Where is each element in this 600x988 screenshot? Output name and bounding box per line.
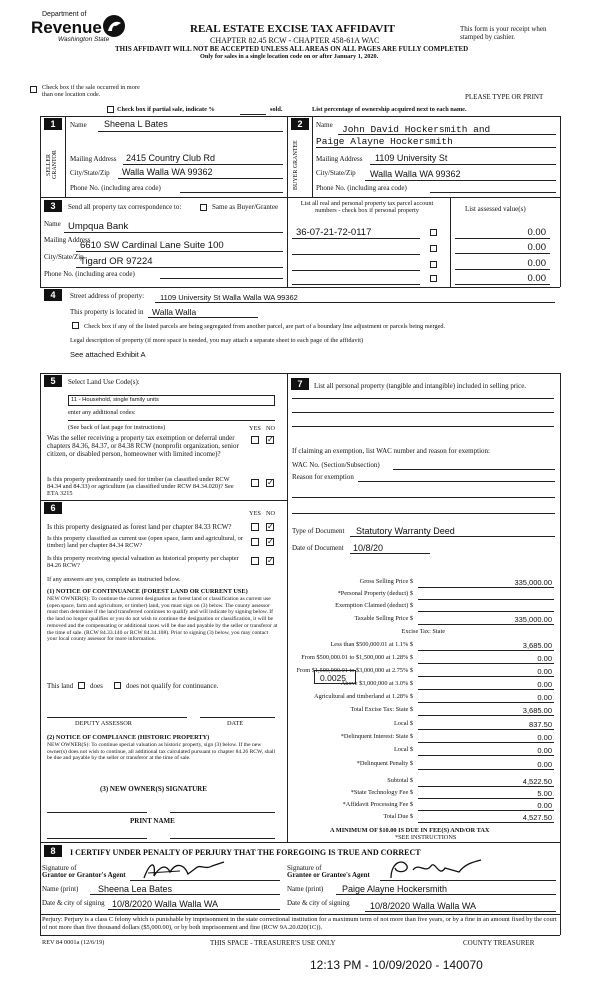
sec5-q2-yes-checkbox[interactable] (251, 479, 259, 487)
print-name-label: PRINT NAME (130, 817, 175, 825)
tax-row-line (418, 769, 554, 770)
additional-codes-label: enter any additional codes: (68, 409, 136, 416)
section-4-number: 4 (44, 289, 62, 301)
land-use-value: 11 - Household, single family units (71, 397, 159, 403)
parcels-header: List all real and personal property tax parcel account numbers - check box if personal property (300, 200, 434, 215)
name-right-label: Name (print) (287, 885, 324, 893)
tax-row-line (418, 650, 554, 651)
does-checkbox[interactable] (78, 682, 85, 689)
tax-row-value[interactable]: 837.50 (529, 720, 552, 729)
street-address[interactable]: 1109 University St Walla Walla WA 99362 (160, 293, 298, 302)
tax-row-value[interactable]: 0.00 (537, 654, 552, 663)
sec6-no-label: NO (266, 510, 276, 517)
segregated-label: Check box if any of the listed parcels are being segregated from another parcel, are part of a boundary line adjustment or parcels being merged. (84, 323, 446, 330)
sec3-name[interactable]: Umpqua Bank (68, 221, 129, 232)
parcel-1[interactable]: 36-07-21-72-0117 (296, 227, 372, 238)
grantee-signature[interactable] (385, 856, 485, 882)
section-3-number: 3 (44, 200, 62, 212)
tax-row-value[interactable]: 0.00 (537, 733, 552, 742)
tax-row-line (418, 729, 554, 730)
doc-date-value[interactable]: 10/8/20 (353, 543, 384, 553)
tax-row-value[interactable]: 4,527.50 (522, 813, 552, 822)
buyer-phone-label: Phone No. (including area code) (316, 184, 407, 192)
form-subtitle: CHAPTER 82.45 RCW - CHAPTER 458-61A WAC (210, 36, 380, 45)
sec6-q1-no-checkbox[interactable]: ✓ (267, 522, 274, 531)
sec5-q1-no-checkbox[interactable]: ✓ (267, 435, 274, 444)
sig-right-label2: Grantee or Grantee's Agent (287, 871, 370, 879)
tax-row-value[interactable]: 3,685.00 (522, 706, 552, 715)
dept-line3: Washington State (58, 36, 110, 43)
name-left[interactable]: Sheena Lea Bates (98, 884, 173, 894)
notice1-title: (1) NOTICE OF CONTINUANCE (FOREST LAND OR CURRENT USE) (47, 588, 248, 595)
personal-property-label: List all personal property (tangible and intangible) included in selling price. (314, 382, 527, 390)
sec6-q3: Is this property receiving special valuation as historical property per chapter 84.26 RCW? (47, 555, 239, 570)
tax-row-line (418, 798, 554, 799)
date-left-label: Date & city of signing (42, 899, 105, 907)
seller-name[interactable]: Sheena L Bates (104, 119, 168, 129)
tax-row-line (418, 624, 554, 625)
street-label: Street address of property: (70, 292, 145, 300)
sec6-q2: Is this property classified as current use (open space, farm and agricultural, or timber) land per chapter 84.34 RCW? (47, 535, 243, 550)
legal-label: Legal description of property (if more space is needed, you may attach a separate sheet to each page of the affidavit) (70, 337, 364, 344)
tax-row-value[interactable]: 0.00 (537, 760, 552, 769)
deputy-date-label: DATE (227, 720, 244, 727)
located-label: This property is located in (70, 308, 144, 316)
assessed-header: List assessed value(s) (465, 205, 526, 213)
sec5-yes-label: YES (249, 425, 261, 432)
form-title: REAL ESTATE EXCISE TAX AFFIDAVIT (190, 23, 395, 35)
located-value[interactable]: Walla Walla (152, 307, 197, 317)
sec5-q1-yes-checkbox[interactable] (251, 436, 259, 444)
tax-row-line (418, 587, 554, 588)
sig-left-label2: Grantor or Grantor's Agent (42, 871, 126, 879)
buyer-city[interactable]: Walla Walla WA 99362 (370, 169, 461, 179)
exemption-label: If claiming an exemption, list WAC number and reason for exemption: (292, 447, 490, 455)
tax-row-line (418, 822, 554, 823)
grantor-signature[interactable] (140, 858, 230, 882)
county-treasurer: COUNTY TREASURER (463, 939, 535, 947)
tax-row-line (418, 702, 554, 703)
does-not-checkbox[interactable] (114, 682, 121, 689)
buyer-city-label: City/State/Zip (316, 169, 356, 177)
tax-row-line (418, 663, 554, 664)
reason-label: Reason for exemption (292, 473, 354, 481)
date-right-label: Date & city of signing (287, 899, 350, 907)
sig-right-label1: Signature of (287, 864, 322, 872)
minimum-note: A MINIMUM OF $10.00 IS DUE IN FEE(S) AND/OR TAX (330, 827, 490, 834)
sec6-if-yes: If any answers are yes, complete as instructed below. (47, 576, 181, 583)
segregated-checkbox[interactable] (72, 322, 79, 329)
tax-row-label: From $1,500,000.01 to $3,000,000 at 2.75% $ (296, 667, 413, 674)
buyer-name-line2[interactable]: Paige Alayne Hockersmith (316, 136, 453, 147)
buyer-address[interactable]: 1109 University St (375, 153, 448, 163)
sec3-phone-label: Phone No. (including area code) (44, 270, 135, 278)
local-rate: 0.0025 (320, 673, 346, 683)
tax-row-value[interactable]: 0.00 (537, 801, 552, 810)
legal-description[interactable]: See attached Exhibit A (70, 350, 146, 359)
sec6-q2-yes-checkbox[interactable] (251, 538, 259, 546)
tax-row-label: Taxable Selling Price $ (354, 615, 413, 622)
buyer-address-label: Mailing Address (316, 155, 363, 163)
parcel-2-personal-checkbox[interactable] (430, 245, 437, 252)
buyer-name-line1[interactable]: John David Hockersmith and (342, 124, 491, 135)
tax-row-label: Local $ (393, 720, 413, 727)
same-as-buyer-label: Same as Buyer/Grantee (212, 203, 279, 211)
only-for-note: Only for sales in a single location code on or after January 1, 2020. (200, 53, 379, 60)
sec5-q2: Is this property predominantly used for timber (as classified under RCW 84.34 and 84.33) or agriculture (as classified under RCW 84.34.020)? See ETA 3215 (47, 476, 234, 498)
tax-row-label: *Affidavit Processing Fee $ (342, 801, 413, 808)
tax-row-line (418, 786, 554, 787)
receipt-note: This form is your receipt when stamped by cashier. (460, 25, 547, 42)
land-use-select[interactable] (68, 395, 275, 406)
please-type: PLEASE TYPE OR PRINT (465, 93, 544, 101)
tax-row-line (418, 755, 554, 756)
sec3-city-label: City/State/Zip (44, 253, 84, 261)
tax-row-label: Local $ (393, 746, 413, 753)
sec6-q1: Is this property designated as forest land per chapter 84.33 RCW? (47, 523, 232, 531)
tax-row-value[interactable]: 0.00 (537, 746, 552, 755)
seller-address[interactable]: 2415 Country Club Rd (126, 153, 216, 163)
tax-row-label: Above $3,000,000 at 3.0% $ (340, 680, 413, 687)
section-1-number: 1 (44, 118, 62, 130)
parcel-3-personal-checkbox[interactable] (430, 261, 437, 268)
tax-row-line (418, 742, 554, 743)
seller-name-label: Name (70, 121, 87, 129)
tax-row-label: Total Due $ (383, 813, 413, 820)
see-instructions-note: *SEE INSTRUCTIONS (395, 834, 457, 841)
tax-row-value[interactable]: 0.00 (537, 693, 552, 702)
sig-left-label1: Signature of (42, 864, 77, 872)
tax-row-label: *Delinquent Interest: State $ (340, 733, 413, 740)
form-warning: THIS AFFIDAVIT WILL NOT BE ACCEPTED UNLESS ALL AREAS ON ALL PAGES ARE FULLY COMPLETED (115, 45, 469, 53)
section-5-number: 5 (44, 375, 62, 387)
tax-row-label: *State Technology Fee $ (350, 789, 413, 796)
perjury-statement: Perjury: Perjury is a class C felony which is punishable by imprisonment in the state correctional institution for a maximum term of not more than five years, or by a fine in an amount fixed by the court of not more than five thousand dollars ($5,000.00), or by both imprisonment and fine (RCW 9A.20.020(1C)). (42, 916, 557, 931)
land-use-label: Select Land Use Code(s): (68, 378, 140, 386)
form-number: REV 84 0001a (12/6/19) (42, 939, 105, 946)
seller-phone-label: Phone No. (including area code) (70, 184, 161, 192)
sec5-q1: Was the seller receiving a property tax exemption or deferral under chapters 84.36, 84.37, or 84.38 RCW (nonprofit organization, senior citizen, or disabled person, homeowner with limited income)? (47, 434, 239, 459)
tax-row-line (418, 676, 554, 677)
section-7-number: 7 (291, 378, 309, 390)
date-left[interactable]: 10/8/2020 Walla Walla WA (112, 899, 219, 909)
notice1-body: NEW OWNER(S): To continue the current designation as forest land or classification as current use (open space, farm and agriculture, or timber) land, you must sign on (3) below. The county assessor must then determine if the land transferred continues to qualify and will indicate by signing below. If the land no longer qualifies or you do not wish to continue the designation or classification, it will be removed and the compensating or additional taxes will be due and payable by the seller or transferor at the time of sale. (RCW 84.33.140 or RCW 84.34.108). Prior to signing (3) below, you may contact your local county assessor for more information. (47, 596, 278, 643)
sec6-q1-yes-checkbox[interactable] (251, 523, 259, 531)
parcel-4-personal-checkbox[interactable] (430, 275, 437, 282)
tax-row-label: Agricultural and timberland at 1.28% $ (314, 693, 413, 700)
tax-row-label: From $500,000.01 to $1,500,000 at 1.28% $ (301, 654, 413, 661)
parcel-1-personal-checkbox[interactable] (430, 229, 437, 236)
tax-row-value[interactable]: 0.00 (537, 680, 552, 689)
seller-city-label: City/State/Zip (70, 169, 110, 177)
tax-row-label: *Delinquent Penalty $ (356, 760, 413, 767)
assessed-4[interactable]: 0.00 (527, 273, 546, 284)
sec5-q2-no-checkbox[interactable]: ✓ (267, 478, 274, 487)
same-as-buyer-checkbox[interactable] (200, 204, 207, 211)
tax-row-value[interactable]: 4,522.50 (522, 777, 552, 786)
tax-row-line (418, 599, 554, 600)
doc-type-label: Type of Document (292, 527, 345, 535)
tax-row-label: Less than $500,000.01 at 1.1% $ (330, 641, 413, 648)
seller-side-label: SELLER GRANTOR (46, 150, 58, 180)
notice2-body: NEW OWNER(S): To continue special valuation as historic property, sign (3) below. If the new owner(s) does not wish to continue, all additional tax calculated pursuant to chapter 84.26 RCW, shall be due and payable by the seller or transferor at the time of sale. (47, 742, 276, 762)
tax-row-value[interactable]: 3,685.00 (522, 641, 552, 650)
section-6-number: 6 (44, 502, 62, 514)
assessed-2[interactable]: 0.00 (527, 242, 546, 253)
assessed-1[interactable]: 0.00 (527, 227, 546, 238)
date-right[interactable]: 10/8/2020 Walla Walla WA (370, 901, 477, 911)
sec6-q3-yes-checkbox[interactable] (251, 557, 259, 565)
revenue-logo-icon (102, 14, 126, 38)
sec6-yes-label: YES (249, 510, 261, 517)
section-2-number: 2 (291, 118, 309, 130)
sec3-name-label: Name (44, 220, 61, 228)
multi-location-label: Check box if the sale occurred in more than one location code. (42, 84, 140, 99)
tax-row-value[interactable]: 335,000.00 (514, 578, 552, 587)
local-rate-box[interactable] (314, 670, 356, 684)
tax-row-value[interactable]: 5.00 (537, 789, 552, 798)
send-correspondence-label: Send all property tax correspondence to: (68, 203, 182, 211)
sec6-q3-no-checkbox[interactable]: ✓ (267, 556, 274, 565)
tax-row-line (418, 689, 554, 690)
certify-statement: I CERTIFY UNDER PENALTY OF PERJURY THAT THE FOREGOING IS TRUE AND CORRECT (70, 848, 421, 857)
tax-row-label: Subtotal $ (387, 777, 413, 784)
dept-logo-text: Revenue (31, 18, 102, 37)
tax-row-label: Exemption Claimed (deduct) $ (335, 602, 413, 609)
partial-sale-checkbox[interactable] (107, 106, 114, 113)
seller-address-label: Mailing Address (70, 155, 117, 163)
notice2-title: (2) NOTICE OF COMPLIANCE (HISTORIC PROPERTY) (47, 734, 210, 741)
tax-row-label: Excise Tax: State (401, 628, 445, 635)
does-label: does (90, 682, 103, 690)
new-owner-signature-label: (3) NEW OWNER(S) SIGNATURE (100, 785, 207, 793)
deputy-assessor-label: DEPUTY ASSESSOR (75, 720, 132, 727)
buyer-side-label: BUYER GRANTEE (293, 140, 299, 190)
sec6-q2-no-checkbox[interactable]: ✓ (267, 537, 274, 546)
tax-row-value[interactable]: 0.00 (537, 667, 552, 676)
tax-row-label: Total Excise Tax: State $ (350, 706, 413, 713)
assessed-3[interactable]: 0.00 (527, 258, 546, 269)
recording-stamp: 12:13 PM - 10/09/2020 - 140070 (310, 958, 483, 972)
ownership-pct-label: List percentage of ownership acquired next to each name. (312, 106, 467, 113)
multi-location-checkbox[interactable] (30, 86, 37, 93)
sec5-no-label: NO (266, 425, 276, 432)
sold-label: sold. (270, 106, 283, 113)
seller-city[interactable]: Walla Walla WA 99362 (122, 167, 213, 177)
tax-row-line (418, 611, 554, 612)
see-back-label: (See back of last page for instructions) (68, 424, 166, 431)
tax-row-label: Gross Selling Price $ (359, 578, 413, 585)
doc-date-label: Date of Document (292, 544, 344, 552)
this-land-label: This land (47, 682, 74, 690)
sec3-address[interactable]: 6610 SW Cardinal Lane Suite 100 (80, 240, 224, 251)
tax-row-label: *Personal Property (deduct) $ (337, 590, 413, 597)
name-left-label: Name (print) (42, 885, 79, 893)
section-8-number: 8 (44, 845, 62, 857)
partial-sale-label: Check box if partial sale, indicate % (117, 106, 215, 113)
tax-row-line (418, 715, 554, 716)
tax-row-value[interactable]: 335,000.00 (514, 615, 552, 624)
wac-label: WAC No. (Section/Subsection) (292, 461, 380, 469)
sec3-address-label: Mailing Address (44, 236, 91, 244)
dept-line1: Department of (42, 11, 87, 18)
tax-row-line (418, 810, 554, 811)
treasurer-space: THIS SPACE - TREASURER'S USE ONLY (210, 939, 336, 947)
doc-type-value[interactable]: Statutory Warranty Deed (356, 526, 455, 536)
name-right[interactable]: Paige Alayne Hockersmith (342, 884, 448, 894)
does-not-label: does not qualify for continuance. (126, 682, 219, 690)
buyer-name-label: Name (316, 121, 333, 129)
sec3-city[interactable]: Tigard OR 97224 (80, 256, 153, 267)
